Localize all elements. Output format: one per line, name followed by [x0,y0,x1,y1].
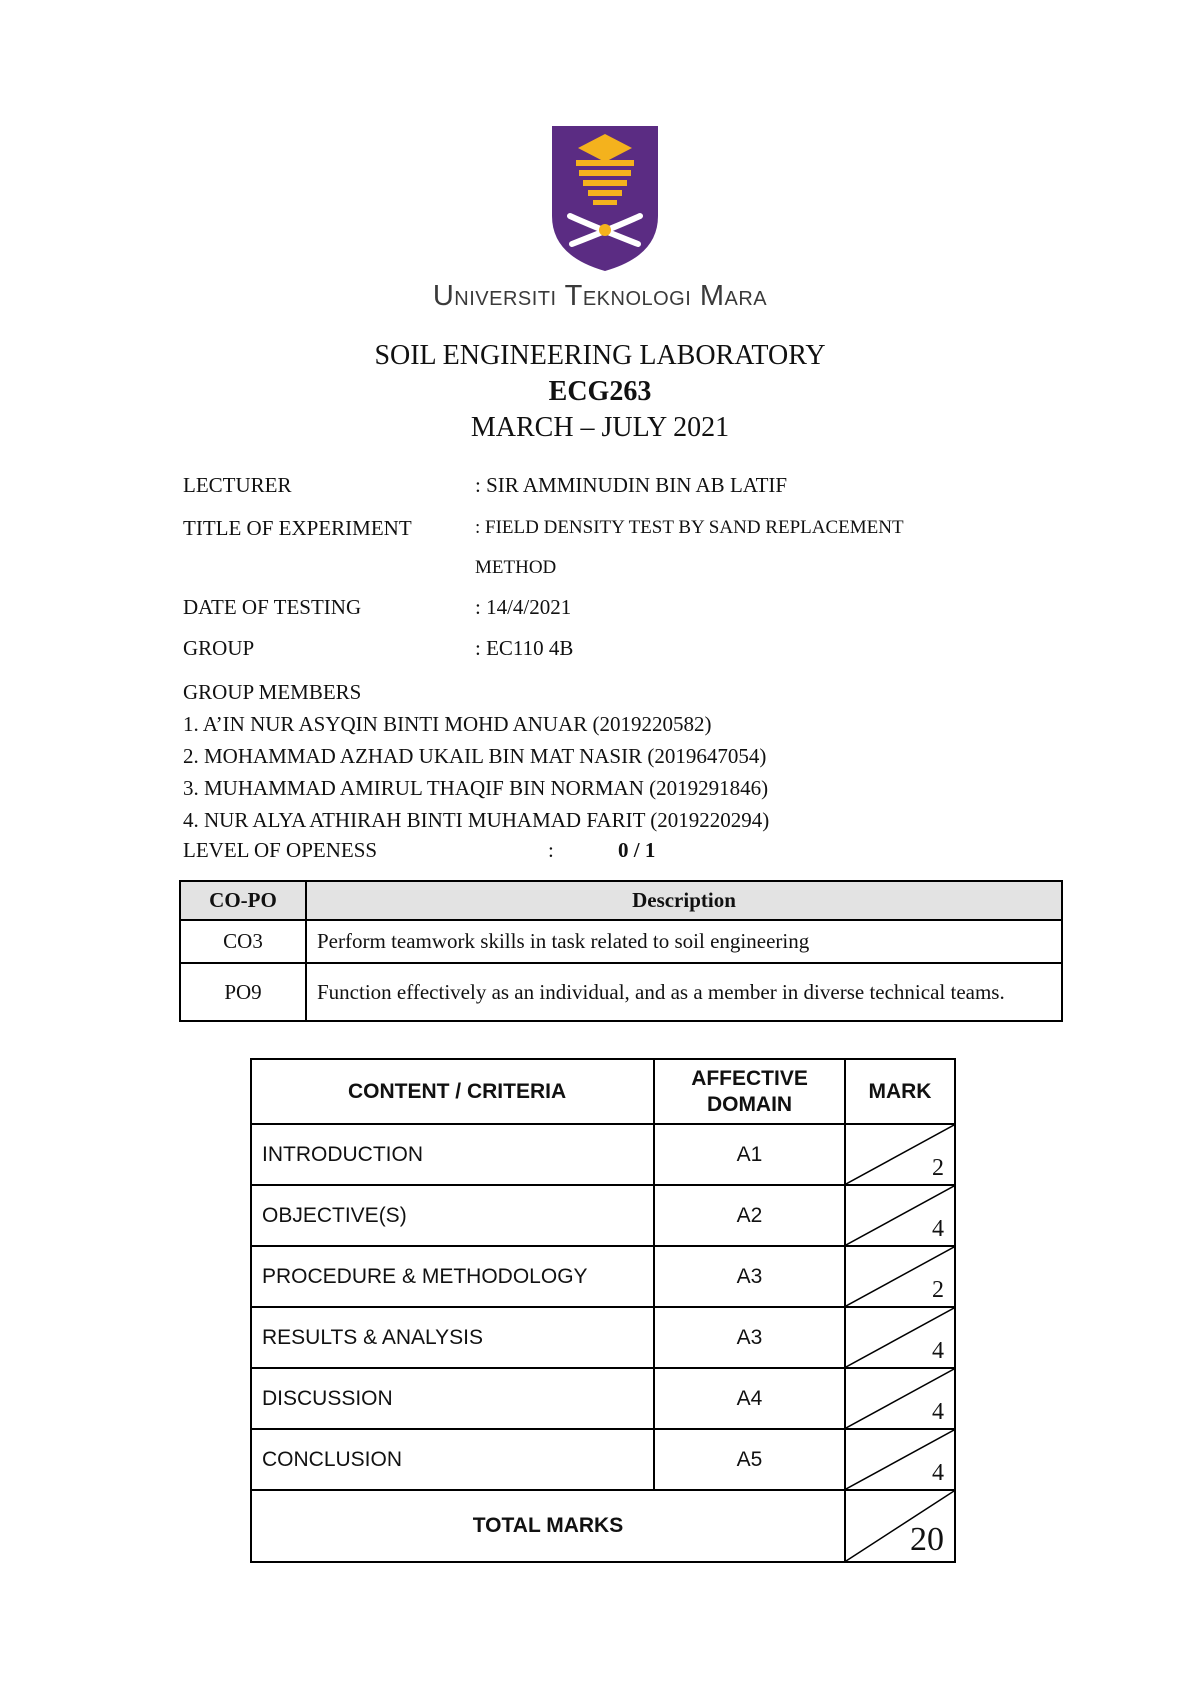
criteria-name: RESULTS & ANALYSIS [251,1307,654,1368]
group-members [183,676,769,836]
co-po-code: PO9 [180,963,306,1021]
criteria-table [250,1058,956,1563]
experiment-value-cont: METHOD [475,557,557,578]
criteria-name: INTRODUCTION [251,1124,654,1185]
mark-value: 2 [932,1277,944,1303]
criteria-header: CONTENT / CRITERIA [251,1059,654,1124]
date-label: DATE OF TESTING [183,595,362,619]
total-marks-label: TOTAL MARKS [251,1490,845,1562]
table-row [251,1429,955,1490]
criteria-name: PROCEDURE & METHODOLOGY [251,1246,654,1307]
mark-value: 4 [932,1399,944,1425]
table-row [251,1246,955,1307]
affective-domain: A2 [654,1185,845,1246]
mark-cell [845,1124,955,1185]
table-row [251,1307,955,1368]
semester: MARCH – JULY 2021 [470,412,730,443]
member-item: 3. MUHAMMAD AMIRUL THAQIF BIN NORMAN (2019291846) [183,776,769,800]
lecturer-label: LECTURER [183,473,292,497]
domain-header: AFFECTIVE DOMAIN [654,1059,845,1124]
table-row [251,1368,955,1429]
university-logo [552,126,658,271]
experiment-label: TITLE OF EXPERIMENT [183,516,412,540]
total-marks-value: 20 [910,1521,944,1558]
table-row [251,1185,955,1246]
table-row [180,920,1062,963]
mark-cell [845,1185,955,1246]
university-name: Universiti Teknologi Mara [432,280,768,312]
mark-value: 2 [932,1155,944,1181]
members-heading: GROUP MEMBERS [183,680,362,704]
member-item: 2. MOHAMMAD AZHAD UKAIL BIN MAT NASIR (2019647054) [183,744,767,768]
criteria-name: CONCLUSION [251,1429,654,1490]
affective-domain: A1 [654,1124,845,1185]
table-row [180,963,1062,1021]
total-mark-cell [845,1490,955,1562]
group-value: : EC110 4B [475,636,574,660]
total-row [251,1490,955,1562]
mark-value: 4 [932,1338,944,1364]
criteria-name: OBJECTIVE(S) [251,1185,654,1246]
co-po-code: CO3 [180,920,306,963]
mark-header: MARK [845,1059,955,1124]
affective-domain: A4 [654,1368,845,1429]
criteria-header-row [251,1059,955,1124]
mark-cell [845,1368,955,1429]
affective-domain: A5 [654,1429,845,1490]
experiment-value: : FIELD DENSITY TEST BY SAND REPLACEMENT [475,517,904,538]
affective-domain: A3 [654,1307,845,1368]
openness-value: 0 / 1 [618,838,656,862]
mark-cell [845,1246,955,1307]
co-po-table [179,880,1063,1022]
date-value: : 14/4/2021 [475,595,572,619]
member-item: 4. NUR ALYA ATHIRAH BINTI MUHAMAD FARIT (2019220294) [183,808,770,832]
openness-label: LEVEL OF OPENESS [183,838,378,862]
mark-cell [845,1307,955,1368]
mark-value: 4 [932,1460,944,1486]
mark-cell [845,1429,955,1490]
lecturer-value: : SIR AMMINUDIN BIN AB LATIF [475,473,788,497]
openness-colon: : [548,838,554,862]
co-po-header: CO-PO [180,881,306,920]
description-header: Description [306,881,1062,920]
criteria-name: DISCUSSION [251,1368,654,1429]
affective-domain: A3 [654,1246,845,1307]
member-item: 1. A’IN NUR ASYQIN BINTI MOHD ANUAR (2019220582) [183,712,712,736]
co-po-header-row [180,881,1062,920]
mark-value: 4 [932,1216,944,1242]
co-po-description: Perform teamwork skills in task related to soil engineering [306,920,1062,963]
table-row [251,1124,955,1185]
course-code: ECG263 [548,376,652,407]
co-po-description: Function effectively as an individual, and as a member in diverse technical teams. [306,963,1062,1021]
course-title: SOIL ENGINEERING LABORATORY [374,340,826,371]
group-label: GROUP [183,636,255,660]
